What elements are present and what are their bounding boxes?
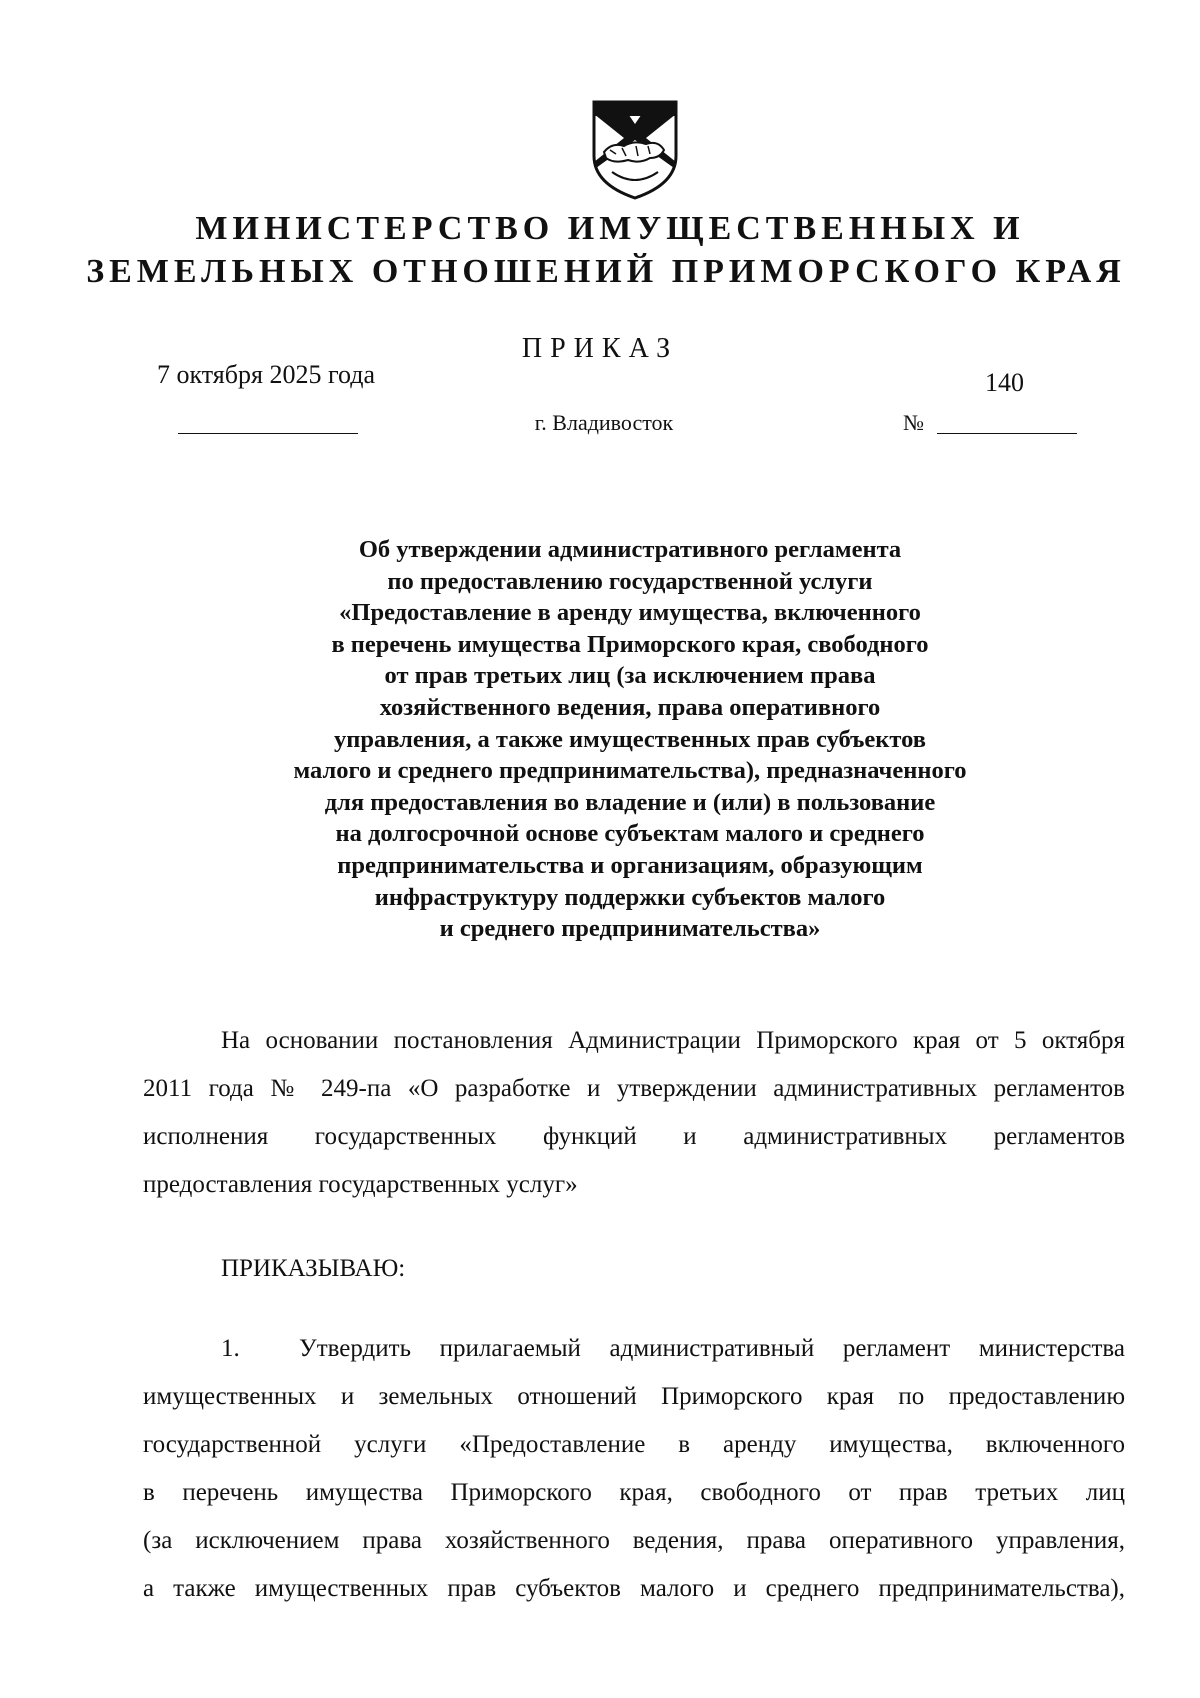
ministry-name-line-1: МИНИСТЕРСТВО ИМУЩЕСТВЕННЫХ И (195, 210, 1025, 247)
basis-paragraph (143, 1017, 1125, 1209)
title-line: по предоставлению государственной услуги (387, 567, 873, 595)
item-1-paragraph (143, 1325, 1125, 1613)
order-city: г. Владивосток (534, 410, 674, 435)
title-line: управления, а также имущественных прав субъектов (333, 725, 926, 753)
basis-line: 2011 года № 249-па «О разработке и утверждении административных регламентов (143, 1075, 1125, 1102)
title-line: предпринимательства и организациям, образующим (337, 851, 923, 879)
coat-of-arms-icon (590, 94, 680, 200)
title-line: Об утверждении административного регламента (358, 536, 902, 563)
title-line: инфраструктуру поддержки субъектов малого (374, 883, 886, 911)
title-line: хозяйственного ведения, права оперативного (379, 693, 881, 721)
title-line: малого и среднего предпринимательства), предназначенного (293, 757, 967, 785)
number-sign: № (903, 410, 924, 435)
order-number: 140 (985, 368, 1024, 397)
order-date: 7 октября 2025 года (157, 360, 375, 389)
basis-line: На основании постановления Администрации Приморского края от 5 октября (221, 1027, 1125, 1054)
title-line: на долгосрочной основе субъектам малого и среднего (335, 820, 925, 848)
title-line: от прав третьих лиц (за исключением права (384, 662, 876, 690)
item-line: Утвердить прилагаемый административный регламент министерства (299, 1335, 1125, 1362)
title-line: «Предоставление в аренду имущества, включенного (339, 599, 921, 627)
order-directive-word: ПРИКАЗЫВАЮ: (221, 1255, 406, 1282)
document-type: ПРИКАЗ (521, 333, 679, 364)
basis-line: предоставления государственных услуг» (143, 1171, 578, 1198)
basis-line: исполнения государственных функций и административных регламентов (143, 1123, 1125, 1150)
item-1-first-line (143, 1325, 1125, 1373)
title-line: в перечень имущества Приморского края, свободного (331, 630, 929, 658)
item-line: (за исключением права хозяйственного ведения, права оперативного управления, (143, 1527, 1125, 1554)
item-line: имущественных и земельных отношений Приморского края по предоставлению (143, 1383, 1125, 1410)
ministry-name-line-2: ЗЕМЕЛЬНЫХ ОТНОШЕНИЙ ПРИМОРСКОГО КРАЯ (86, 253, 1126, 290)
order-title (0, 534, 1200, 945)
item-line: государственной услуги «Предоставление в аренду имущества, включенного (143, 1431, 1125, 1458)
item-line: в перечень имущества Приморского края, свободного от прав третьих лиц (143, 1479, 1125, 1506)
number-underline (937, 433, 1077, 434)
item-number: 1. (221, 1335, 240, 1362)
title-line: и среднего предпринимательства» (439, 915, 821, 943)
title-line: для предоставления во владение и (или) в пользование (324, 788, 936, 816)
item-line: а также имущественных прав субъектов малого и среднего предпринимательства), (143, 1575, 1125, 1602)
